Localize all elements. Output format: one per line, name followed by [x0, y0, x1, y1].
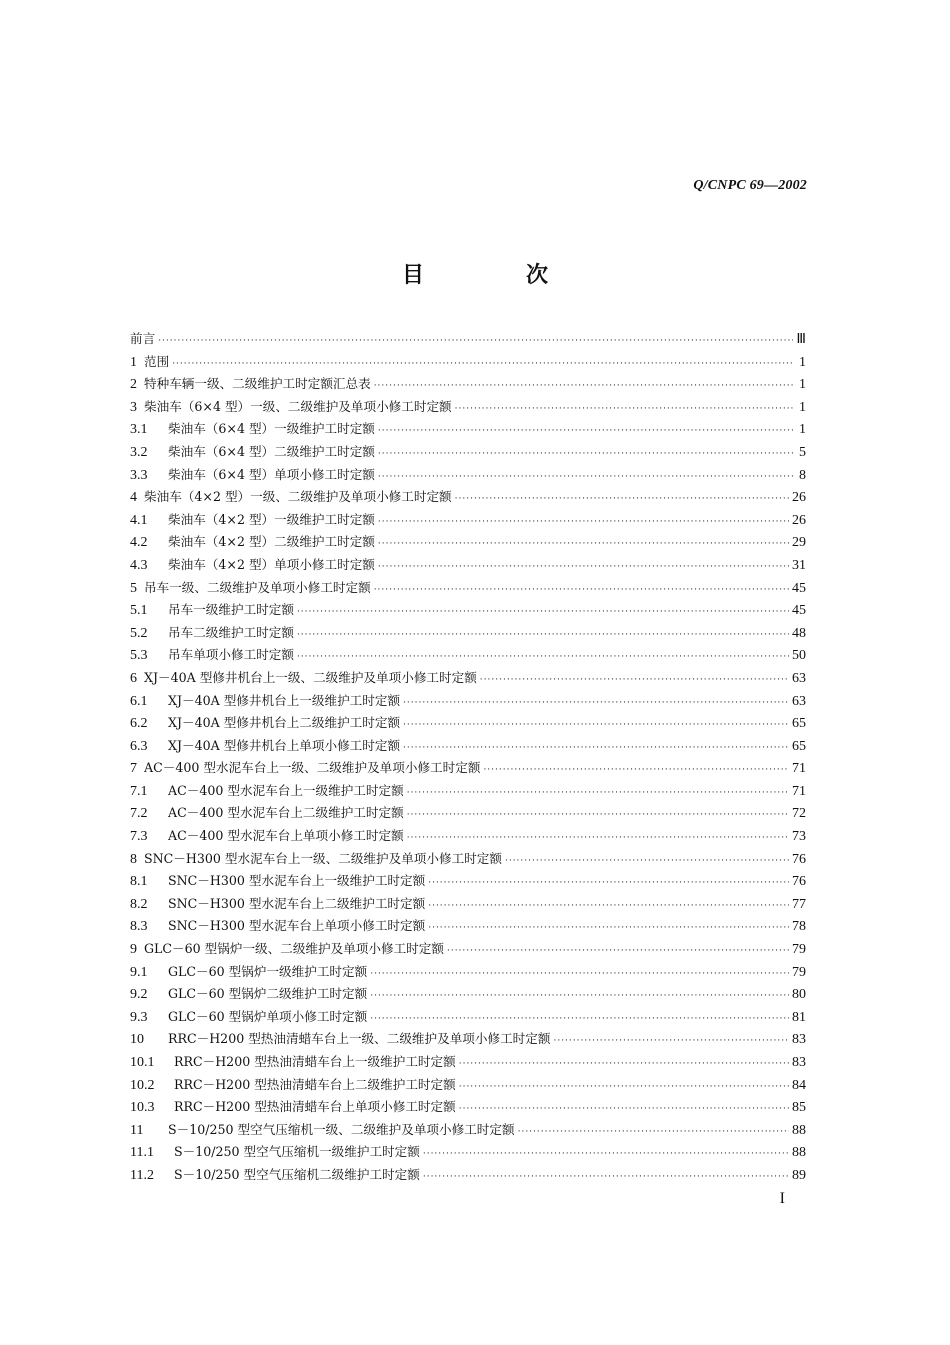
toc-entry[interactable] [130, 757, 806, 780]
toc-entry[interactable] [130, 644, 806, 667]
toc-entry[interactable] [130, 802, 806, 825]
toc-dot-leader [374, 375, 793, 398]
toc-dot-leader [428, 917, 789, 940]
toc-dot-leader [403, 737, 789, 760]
toc-entry[interactable] [130, 1119, 806, 1142]
toc-dot-leader [407, 804, 789, 827]
toc-dot-leader [455, 488, 789, 511]
toc-entry-label: S－10/250 型空气压缩机一级维护工时定额 [174, 1144, 420, 1160]
toc-entry-number: 8.3 [130, 919, 148, 935]
toc-entry-label: RRC－H200 型热油清蜡车台上一级、二级维护及单项小修工时定额 [168, 1031, 551, 1047]
page-title: 目 次 [401, 263, 588, 288]
toc-entry-number: 11.2 [130, 1167, 154, 1183]
toc-dot-leader [378, 556, 789, 579]
toc-entry-number: 5 [130, 580, 137, 596]
toc-entry-label: 柴油车（4×2 型）一级、二级维护及单项小修工时定额 [144, 489, 452, 505]
toc-entry-number: 8 [130, 851, 137, 867]
toc-entry[interactable] [130, 1141, 806, 1164]
toc-entry[interactable] [130, 622, 806, 645]
toc-entry-label: 柴油车（6×4 型）一级维护工时定额 [168, 421, 375, 437]
toc-entry-number: 6.2 [130, 716, 148, 732]
toc-dot-leader [370, 1008, 789, 1031]
toc-entry-number: 10.2 [130, 1077, 155, 1093]
toc-dot-leader [403, 692, 789, 715]
toc-dot-leader [459, 1098, 789, 1121]
toc-entry[interactable] [130, 373, 806, 396]
toc-entry-page: 79 [792, 964, 806, 980]
toc-entry-label: RRC－H200 型热油清蜡车台上一级维护工时定额 [174, 1054, 456, 1069]
toc-entry[interactable] [130, 577, 806, 600]
toc-entry-page: 45 [792, 603, 806, 619]
toc-entry-page: 45 [792, 580, 806, 596]
toc-entry-page: 48 [792, 625, 806, 641]
toc-entry-label: RRC－H200 型热油清蜡车台上二级维护工时定额 [174, 1076, 456, 1092]
toc-entry-label: AC－400 型水泥车台上单项小修工时定额 [168, 828, 404, 844]
toc-entry-number: 10 [130, 1032, 144, 1048]
toc-entry-number: 11 [130, 1122, 144, 1138]
toc-entry[interactable] [130, 870, 806, 893]
toc-entry-label: SNC－H300 型水泥车台上一级维护工时定额 [168, 873, 426, 889]
toc-entry-label: 柴油车（4×2 型）二级维护工时定额 [168, 534, 375, 550]
toc-dot-leader [378, 466, 793, 489]
toc-entry-page: 26 [792, 490, 806, 506]
toc-dot-leader [407, 782, 789, 805]
toc-entry-number: 7 [130, 761, 137, 777]
toc-dot-leader [297, 601, 789, 624]
toc-dot-leader [407, 827, 789, 850]
page-number: I [779, 1190, 785, 1207]
toc-entry-number: 8.1 [130, 874, 148, 890]
toc-entry-page: 1 [799, 377, 806, 393]
toc-entry-number: 6.3 [130, 738, 148, 754]
toc-entry-label: SNC－H300 型水泥车台上二级维护工时定额 [168, 895, 426, 911]
toc-dot-leader [483, 759, 789, 782]
toc-entry-number: 9.3 [130, 1009, 148, 1025]
toc-entry[interactable] [130, 961, 806, 984]
toc-entry-label: S－10/250 型空气压缩机二级维护工时定额 [174, 1166, 420, 1182]
toc-entry[interactable] [130, 554, 806, 577]
toc-entry[interactable] [130, 780, 806, 803]
toc-dot-leader [378, 420, 793, 443]
toc-dot-leader [428, 872, 789, 895]
toc-entry-number: 9.2 [130, 987, 148, 1003]
toc-entry-number: 7.3 [130, 829, 148, 845]
toc-entry-page: 77 [792, 896, 806, 912]
toc-dot-leader [370, 985, 789, 1008]
toc-entry-number: 3.1 [130, 422, 148, 438]
toc-entry-label: 柴油车（6×4 型）单项小修工时定额 [168, 466, 375, 482]
toc-dot-leader [447, 940, 789, 963]
toc-entry-page: Ⅲ [796, 332, 806, 347]
toc-entry-page: 29 [792, 535, 806, 551]
toc-entry[interactable] [130, 1028, 806, 1051]
toc-entry-page: 65 [792, 738, 806, 754]
toc-dot-leader [378, 533, 789, 556]
toc-entry-label: 柴油车（4×2 型）一级维护工时定额 [168, 511, 375, 527]
toc-entry-page: 5 [799, 444, 806, 460]
toc-entry-label: SNC－H300 型水泥车台上单项小修工时定额 [168, 918, 426, 934]
toc-entry-label: RRC－H200 型热油清蜡车台上单项小修工时定额 [174, 1099, 456, 1115]
toc-entry-number: 8.2 [130, 896, 148, 912]
toc-entry-number: 10.3 [130, 1100, 155, 1116]
toc-entry-page: 63 [792, 670, 806, 686]
toc-dot-leader [158, 330, 793, 353]
toc-entry-label: 柴油车（4×2 型）单项小修工时定额 [168, 556, 375, 572]
toc-entry-label: 吊车一级维护工时定额 [168, 602, 294, 618]
toc-dot-leader [378, 443, 793, 466]
standard-code: Q/CNPC 69—2002 [693, 178, 807, 193]
toc-entry[interactable] [130, 351, 806, 374]
toc-entry-number: 5.2 [130, 625, 148, 641]
toc-entry-page: 88 [792, 1122, 806, 1138]
toc-entry-page: 79 [792, 942, 806, 958]
toc-entry[interactable] [130, 531, 806, 554]
toc-dot-leader [505, 850, 789, 873]
toc-entry-number: 3.3 [130, 467, 148, 483]
toc-entry-number: 3.2 [130, 444, 148, 460]
toc-dot-leader [480, 669, 789, 692]
toc-entry-page: 71 [792, 783, 806, 799]
toc-entry-number: 5.1 [130, 603, 148, 619]
toc-entry-number: 7.1 [130, 783, 148, 799]
toc-entry[interactable] [130, 667, 806, 690]
toc-entry-number: 3 [130, 399, 137, 415]
toc-entry[interactable] [130, 1164, 806, 1187]
toc-dot-leader [459, 1053, 789, 1076]
toc-entry-label: XJ－40A 型修井机台上二级维护工时定额 [168, 715, 401, 731]
toc-entry[interactable] [130, 983, 806, 1006]
toc-entry-page: 63 [792, 693, 806, 709]
toc-entry-page: 89 [792, 1167, 806, 1183]
toc-dot-leader [297, 624, 789, 647]
toc-entry[interactable] [130, 712, 806, 735]
toc-entry-label: 前言 [130, 331, 156, 346]
toc-entry-page: 1 [799, 354, 806, 370]
toc-entry-page: 65 [792, 716, 806, 732]
toc-entry-number: 2 [130, 377, 137, 393]
toc-entry-label: 吊车二级维护工时定额 [168, 624, 294, 640]
toc-entry-label: S－10/250 型空气压缩机一级、二级维护及单项小修工时定额 [168, 1121, 515, 1137]
toc-entry[interactable] [130, 599, 806, 622]
toc-dot-leader [378, 511, 789, 534]
toc-dot-leader [428, 895, 789, 918]
toc-dot-leader [553, 1030, 789, 1053]
toc-entry-page: 1 [799, 422, 806, 438]
toc-entry-label: 柴油车（6×4 型）一级、二级维护及单项小修工时定额 [144, 398, 452, 414]
toc-dot-leader [297, 646, 789, 669]
toc-entry-label: GLC－60 型锅炉二级维护工时定额 [168, 986, 368, 1002]
toc-dot-leader [423, 1166, 789, 1189]
toc-entry[interactable] [130, 464, 806, 487]
toc-entry-page: 83 [792, 1055, 806, 1070]
toc-entry-number: 5.3 [130, 648, 148, 664]
toc-entry-number: 4.2 [130, 535, 148, 551]
toc-entry[interactable] [130, 486, 806, 509]
toc-entry[interactable] [130, 441, 806, 464]
toc-entry[interactable] [130, 690, 806, 713]
toc-entry-number: 9.1 [130, 964, 148, 980]
toc-dot-leader [370, 963, 789, 986]
toc-entry-page: 83 [792, 1032, 806, 1048]
toc-entry-label: 范围 [144, 353, 170, 369]
toc-entry-label: XJ－40A 型修井机台上一级维护工时定额 [168, 692, 401, 708]
toc-entry[interactable] [130, 735, 806, 758]
toc-dot-leader [455, 398, 793, 421]
toc-entry[interactable] [130, 1006, 806, 1029]
toc-entry-page: 1 [799, 399, 806, 415]
toc-entry-number: 1 [130, 354, 137, 370]
toc-entry[interactable] [130, 509, 806, 532]
toc-entry-label: XJ－40A 型修井机台上单项小修工时定额 [168, 737, 401, 753]
toc-entry[interactable] [130, 893, 806, 916]
toc-entry-page: 76 [792, 851, 806, 867]
table-of-contents [130, 328, 806, 1187]
toc-entry-label: GLC－60 型锅炉一级、二级维护及单项小修工时定额 [144, 941, 444, 957]
toc-entry-number: 7.2 [130, 806, 148, 822]
toc-entry-label: 特种车辆一级、二级维护工时定额汇总表 [144, 376, 371, 392]
toc-entry-page: 76 [792, 874, 806, 890]
toc-dot-leader [172, 353, 793, 376]
toc-entry-label: AC－400 型水泥车台上一级、二级维护及单项小修工时定额 [144, 760, 481, 776]
toc-entry-label: AC－400 型水泥车台上一级维护工时定额 [168, 782, 404, 798]
toc-entry[interactable] [130, 396, 806, 419]
toc-entry-page: 50 [792, 648, 806, 664]
toc-entry-label: SNC－H300 型水泥车台上一级、二级维护及单项小修工时定额 [144, 850, 502, 866]
toc-entry[interactable] [130, 1051, 806, 1074]
toc-entry[interactable] [130, 418, 806, 441]
toc-entry-page: 88 [792, 1145, 806, 1161]
toc-entry-page: 81 [792, 1009, 806, 1025]
toc-entry-number: 6.1 [130, 693, 148, 709]
toc-entry-page: 26 [792, 512, 806, 528]
toc-dot-leader [518, 1121, 789, 1144]
toc-entry-number: 11.1 [130, 1145, 154, 1161]
toc-entry-page: 80 [792, 987, 806, 1003]
toc-entry-page: 31 [792, 557, 806, 573]
toc-entry-page: 78 [792, 919, 806, 935]
toc-entry-number: 6 [130, 670, 137, 686]
toc-dot-leader [374, 579, 789, 602]
toc-entry-number: 9 [130, 942, 137, 958]
toc-dot-leader [423, 1143, 789, 1166]
toc-entry-number: 10.1 [130, 1055, 155, 1070]
toc-dot-leader [459, 1076, 789, 1099]
toc-entry[interactable] [130, 825, 806, 848]
toc-entry[interactable] [130, 915, 806, 938]
toc-entry-page: 85 [792, 1100, 806, 1116]
toc-entry-page: 8 [799, 467, 806, 483]
toc-entry-label: AC－400 型水泥车台上二级维护工时定额 [168, 805, 404, 821]
toc-entry-page: 71 [792, 761, 806, 777]
toc-entry-label: 吊车单项小修工时定额 [168, 647, 294, 663]
toc-entry[interactable] [130, 1096, 806, 1119]
toc-entry[interactable] [130, 938, 806, 961]
toc-entry-page: 73 [792, 829, 806, 845]
toc-entry[interactable] [130, 848, 806, 871]
toc-entry-label: XJ－40A 型修井机台上一级、二级维护及单项小修工时定额 [144, 669, 477, 685]
toc-entry-number: 4.1 [130, 512, 148, 528]
toc-entry-number: 4.3 [130, 557, 148, 573]
toc-entry-label: 吊车一级、二级维护及单项小修工时定额 [144, 579, 371, 595]
toc-entry-label: 柴油车（6×4 型）二级维护工时定额 [168, 443, 375, 459]
toc-entry[interactable] [130, 1074, 806, 1097]
toc-entry-page: 72 [792, 806, 806, 822]
toc-entry-label: GLC－60 型锅炉一级维护工时定额 [168, 963, 368, 979]
toc-entry-label: GLC－60 型锅炉单项小修工时定额 [168, 1008, 368, 1024]
toc-entry-number: 4 [130, 490, 137, 506]
toc-dot-leader [403, 714, 789, 737]
toc-entry[interactable] [130, 328, 806, 351]
toc-entry-page: 84 [792, 1077, 806, 1093]
